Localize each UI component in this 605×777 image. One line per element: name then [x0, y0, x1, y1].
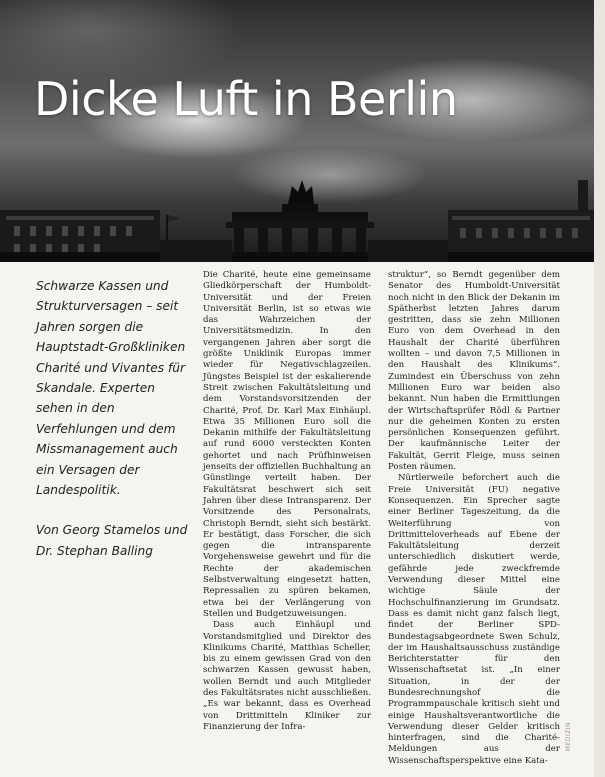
body-paragraph: struktur“, so Berndt gegenüber dem Senator des Humboldt-Universität noch nicht in den Blick der Dekanin im Spätherbst letzten Jahres darum gestritten, dass sie zehn Millionen Euro von dem Overhead in den Haushalt der Charité überführen wollten – und davon 7,5 Millionen in den Haushalt des Klinikums“. Zumindest ein Überschuss von zehn Millionen Euro war beiden also bekannt. Nun haben die Ermittlungen der Wirtschaftsprüfer Rödl & Partner nur die geheimen Konten zu ersten persönlichen Konsequenzen geführt. Der kaufmännische Leiter der Fakultät, Gerrit Fleige, muss seinen Posten räumen. — [388, 270, 560, 473]
byline: Von Georg Stamelos und Dr. Stephan Balling — [36, 523, 188, 558]
article-intro — [36, 276, 188, 561]
page-edge — [594, 0, 605, 777]
body-column-2 — [388, 270, 560, 767]
body-paragraph: Nürtlerweile beforchert auch die Freie Universität (FU) negative Konsequenzen. Ein Sprecher sagte einer Berliner Tageszeitung, da die Weiterführung von Drittmitteloverheads auf Ebene der Fakultätsleitung derzeit unterschiedlich diskutiert werde, gefährde jede zweckfremde Verwendung dieser Mittel eine wichtige Säule der Hochschulfinanzierung im Grundsatz. Dass es damit nicht ganz falsch liegt, findet der Berliner SPD-Bundestagsabgeordnete Swen Schulz, der im Haushaltsausschuss zuständige Berichterstatter für den Wissenschaftsetat ist. „In einer Situation, in der der Bundesrechnungshof die Programmpauschale kritisch sieht und einige Haushaltsverantwortliche die Verwendung dieser Gelder kritisch hinterfragen, sind die Charité-Meldungen aus der Wissenschaftsperspektive eine Kata- — [388, 473, 560, 766]
body-column-1 — [203, 270, 371, 733]
body-paragraph: Die Charité, heute eine gemeinsame Gliedkörperschaft der Humboldt-Universität und der Freien Universität Berlin, ist so etwas wie das Wahrzeichen der Universitätsmedizin. In den vergangenen Jahren aber sorgt die größte Uniklinik Europas immer wieder für Negativschlagzeilen. Jüngstes Beispiel ist der eskalierende Streit zwischen Fakultätsleitung und dem Vorstandsvorsitzenden der Charité, Prof. Dr. Karl Max Einhäupl. Etwa 35 Millionen Euro soll die Dekanin mithilfe der Fakultätsleitung auf rund 6000 versteckten Konten gehortet und nach Prüfhinweisen jenseits der offiziellen Buchhaltung an Günstlinge verteilt haben. Der Fakultätsrat beschwert sich seit Jahren über diese Intransparenz. Der Vorsitzende des Personalrats, Christoph Berndt, sieht sich bestärkt. Er bestätigt, dass Forscher, die sich gegen die intransparente Vorgehensweise gewehrt und für die Rechte der akademischen Selbstverwaltung eingesetzt hatten, Repressalien zu spüren bekamen, etwa bei der Verlängerung von Stellen und Budgetzuweisungen. — [203, 270, 371, 619]
section-folio: MEDIZIN — [565, 722, 572, 752]
hero-image — [0, 0, 594, 262]
body-paragraph: Dass auch Einhäupl und Vorstandsmitglied und Direktor des Klinikums Charité, Matthias Scheller, bis zu einem gewissen Grad von den schwarzen Kassen gewusst haben, wollen Berndt und auch Mitglieder des Fakultätsrates nicht ausschließen. „Es war bekannt, dass es Overhead von Drittmitteln Kliniker zur Finanzierung der Infra- — [203, 620, 371, 732]
deck-text: Schwarze Kassen und Strukturversagen – seit Jahren sorgen die Hauptstadt-Großkliniken Charité und Vivantes für Skandale. Experten sehen in den Verfehlungen und dem Missmanagement auch ein Versagen der Landespolitik. — [36, 279, 186, 498]
headline: Dicke Luft in Berlin — [34, 72, 458, 126]
brandenburger-tor-silhouette — [0, 0, 594, 262]
